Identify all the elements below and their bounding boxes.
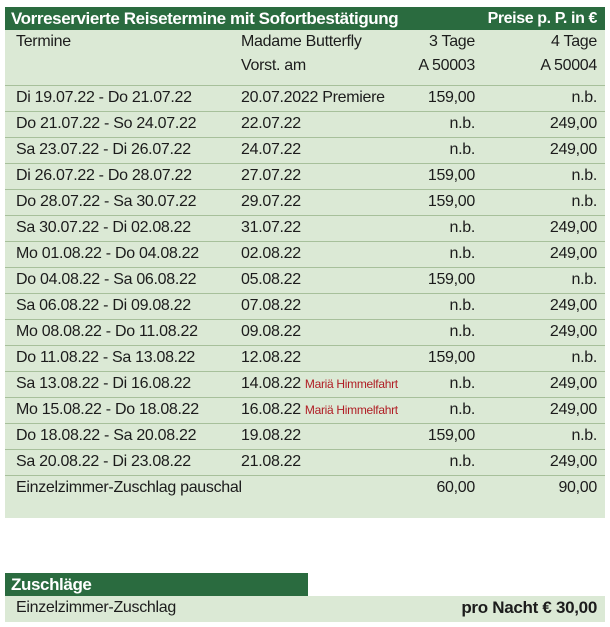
price-3-tage: 159,00 <box>427 167 475 184</box>
holiday-note: Mariä Himmelfahrt <box>304 377 398 391</box>
price-4-tage: n.b. <box>571 349 597 366</box>
price-3-tage: n.b. <box>449 401 475 418</box>
price-4-tage: n.b. <box>571 89 597 106</box>
price-3-tage: n.b. <box>449 453 475 470</box>
table-row <box>5 111 605 136</box>
price-4-tage: 249,00 <box>549 141 597 158</box>
holiday-note: Mariä Himmelfahrt <box>304 403 398 417</box>
price-3-tage: 159,00 <box>427 89 475 106</box>
date-range: Mo 08.08.22 - Do 11.08.22 <box>16 323 198 340</box>
price-4-tage: n.b. <box>571 167 597 184</box>
table-header-bar <box>5 7 605 30</box>
price-3-tage: n.b. <box>449 219 475 236</box>
price-3-tage: n.b. <box>449 323 475 340</box>
price-4-tage: n.b. <box>571 427 597 444</box>
price-3-tage: 159,00 <box>427 349 475 366</box>
price-3-tage: 159,00 <box>427 427 475 444</box>
performance-date: 02.08.22 <box>241 245 301 262</box>
performance-date: 09.08.22 <box>241 323 301 340</box>
price-4-tage: 249,00 <box>549 401 597 418</box>
footer-price-4-tage: 90,00 <box>558 479 597 496</box>
table-row <box>5 371 605 396</box>
col-header-termine: Termine <box>16 33 71 50</box>
col-header-4tage: 4 Tage <box>551 33 597 50</box>
price-4-tage: n.b. <box>571 193 597 210</box>
date-range: Mo 15.08.22 - Do 18.08.22 <box>16 401 199 418</box>
performance-date: 27.07.22 <box>241 167 301 184</box>
table-row <box>5 397 605 422</box>
table-row <box>5 423 605 448</box>
price-3-tage: n.b. <box>449 141 475 158</box>
table-row <box>5 293 605 318</box>
date-range: Sa 30.07.22 - Di 02.08.22 <box>16 219 191 236</box>
surcharges-title: Zuschläge <box>11 575 92 594</box>
table-row <box>5 267 605 292</box>
performance-date: 20.07.2022 Premiere <box>241 89 385 106</box>
footer-price-3-tage: 60,00 <box>436 479 475 496</box>
date-range: Do 21.07.22 - So 24.07.22 <box>16 115 197 132</box>
price-3-tage: 159,00 <box>427 193 475 210</box>
col-header-3tage: 3 Tage <box>429 33 475 50</box>
price-4-tage: 249,00 <box>549 115 597 132</box>
table-row <box>5 345 605 370</box>
date-range: Di 19.07.22 - Do 21.07.22 <box>16 89 192 106</box>
price-3-tage: n.b. <box>449 297 475 314</box>
tour-dates-table <box>5 7 605 518</box>
date-range: Sa 20.08.22 - Di 23.08.22 <box>16 453 191 470</box>
price-3-tage: n.b. <box>449 115 475 132</box>
price-4-tage: 249,00 <box>549 375 597 392</box>
date-range: Sa 06.08.22 - Di 09.08.22 <box>16 297 191 314</box>
single-room-surcharge-row <box>5 475 605 502</box>
price-4-tage: 249,00 <box>549 453 597 470</box>
price-note: Preise p. P. in € <box>487 10 597 27</box>
col-header-code4: A 50004 <box>540 57 597 74</box>
surcharges-header <box>5 573 308 596</box>
table-row <box>5 449 605 474</box>
performance-date: 14.08.22 Mariä Himmelfahrt <box>241 375 398 392</box>
price-4-tage: n.b. <box>571 271 597 288</box>
date-range: Do 11.08.22 - Sa 13.08.22 <box>16 349 196 366</box>
table-row <box>5 319 605 344</box>
col-header-vorst: Vorst. am <box>241 57 306 74</box>
price-3-tage: n.b. <box>449 375 475 392</box>
performance-date: 22.07.22 <box>241 115 301 132</box>
col-header-code3: A 50003 <box>418 57 475 74</box>
footer-label: Einzelzimmer-Zuschlag pauschal <box>16 479 242 496</box>
performance-date: 29.07.22 <box>241 193 301 210</box>
surcharge-value: pro Nacht € 30,00 <box>461 598 597 617</box>
price-4-tage: 249,00 <box>549 297 597 314</box>
surcharge-label: Einzelzimmer-Zuschlag <box>16 599 176 616</box>
performance-date: 07.08.22 <box>241 297 301 314</box>
table-row <box>5 85 605 110</box>
price-3-tage: n.b. <box>449 245 475 262</box>
table-row <box>5 189 605 214</box>
col-header-show: Madame Butterfly <box>241 33 362 50</box>
date-range: Di 26.07.22 - Do 28.07.22 <box>16 167 192 184</box>
price-3-tage: 159,00 <box>427 271 475 288</box>
price-4-tage: 249,00 <box>549 245 597 262</box>
surcharges-row <box>5 596 605 622</box>
performance-date: 24.07.22 <box>241 141 301 158</box>
date-range: Sa 13.08.22 - Di 16.08.22 <box>16 375 191 392</box>
price-4-tage: 249,00 <box>549 323 597 340</box>
performance-date: 12.08.22 <box>241 349 301 366</box>
performance-date: 21.08.22 <box>241 453 301 470</box>
table-row <box>5 163 605 188</box>
price-4-tage: 249,00 <box>549 219 597 236</box>
date-range: Mo 01.08.22 - Do 04.08.22 <box>16 245 199 262</box>
table-row <box>5 215 605 240</box>
date-range: Do 18.08.22 - Sa 20.08.22 <box>16 427 197 444</box>
date-range: Do 28.07.22 - Sa 30.07.22 <box>16 193 197 210</box>
performance-date: 16.08.22 Mariä Himmelfahrt <box>241 401 398 418</box>
performance-date: 19.08.22 <box>241 427 301 444</box>
table-row <box>5 137 605 162</box>
date-range: Do 04.08.22 - Sa 06.08.22 <box>16 271 197 288</box>
performance-date: 31.07.22 <box>241 219 301 236</box>
table-title: Vorreservierte Reisetermine mit Sofortbestätigung <box>11 9 399 28</box>
table-row <box>5 241 605 266</box>
date-range: Sa 23.07.22 - Di 26.07.22 <box>16 141 191 158</box>
performance-date: 05.08.22 <box>241 271 301 288</box>
